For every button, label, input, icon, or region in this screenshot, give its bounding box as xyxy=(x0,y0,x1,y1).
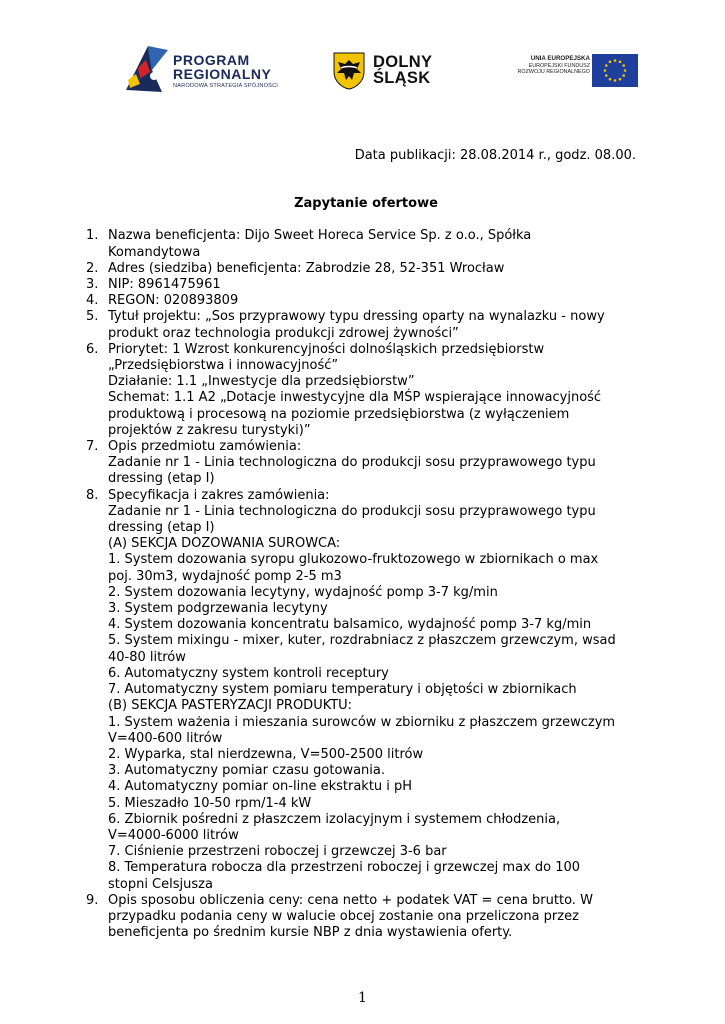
program-regionalny-star-icon xyxy=(118,40,170,98)
list-item-line: NIP: 8961475961 xyxy=(108,277,221,293)
logo-bar xyxy=(0,40,725,100)
list-item-line: 40-80 litrów xyxy=(108,649,186,665)
list-item-number: 4. xyxy=(86,293,99,309)
list-item-line: Zadanie nr 1 - Linia technologiczna do produkcji sosu przyprawowego typu xyxy=(108,503,596,519)
list-item-line: 3. System podgrzewania lecytyny xyxy=(108,601,328,617)
list-item-line: V=400-600 litrów xyxy=(108,730,223,746)
document-title: Zapytanie ofertowe xyxy=(294,196,438,212)
list-item-line: (A) SEKCJA DOZOWANIA SUROWCA: xyxy=(108,536,341,552)
list-item-line: V=4000-6000 litrów xyxy=(108,827,239,843)
list-item-line: Schemat: 1.1 A2 „Dotacje inwestycyjne dla MŚP wspierające innowacyjność xyxy=(108,390,602,406)
program-logo-line-3: NARODOWA STRATEGIA SPÓJNOŚCI xyxy=(173,83,279,89)
list-item-line: REGON: 020893809 xyxy=(108,293,239,309)
list-item-line: Opis przedmiotu zamówienia: xyxy=(108,439,302,455)
list-item-line: dressing (etap I) xyxy=(108,520,215,536)
list-item-line: Specyfikacja i zakres zamówienia: xyxy=(108,487,330,503)
list-item-line: dressing (etap I) xyxy=(108,471,215,487)
document-body xyxy=(86,148,646,941)
program-regionalny-logo xyxy=(118,40,318,100)
eu-logo-line-3: ROZWOJU REGIONALNEGO xyxy=(517,68,590,75)
eu-logo-line-1: UNIA EUROPEJSKA xyxy=(530,55,590,62)
list-item xyxy=(86,277,646,293)
program-logo-line-2: REGIONALNY xyxy=(173,66,272,82)
list-item xyxy=(86,488,646,893)
eagle-shield-icon xyxy=(333,52,365,90)
list-item-line: 4. System dozowania koncentratu balsamico, wydajność pomp 3-7 kg/min xyxy=(108,617,592,633)
list-item-line: 1. System ważenia i mieszania surowców w zbiorniku z płaszczem grzewczym xyxy=(108,714,616,730)
region-logo-line-2: ŚLĄSK xyxy=(373,69,431,87)
list-item xyxy=(86,261,646,277)
list-item xyxy=(86,342,646,439)
list-item-number: 1. xyxy=(86,228,99,244)
list-item-line: 8. Temperatura robocza dla przestrzeni roboczej i grzewczej max do 100 xyxy=(108,860,581,876)
list-item-line: Priorytet: 1 Wzrost konkurencyjności dolnośląskich przedsiębiorstw xyxy=(108,341,545,357)
list-item-line: projektów z zakresu turystyki)” xyxy=(108,422,311,438)
list-item-line: 5. System mixingu - mixer, kuter, rozdrabniacz z płaszczem grzewczym, wsad xyxy=(108,633,616,649)
list-item-line: produkt oraz technologia produkcji zdrowej żywności” xyxy=(108,325,459,341)
list-item-line: Adres (siedziba) beneficjenta: Zabrodzie 28, 52-351 Wrocław xyxy=(108,260,505,276)
list-item-line: 2. Wyparka, stal nierdzewna, V=500-2500 litrów xyxy=(108,746,424,762)
list-item-number: 9. xyxy=(86,892,99,908)
list-item xyxy=(86,293,646,309)
list-item-line: Tytuł projektu: „Sos przyprawowy typu dressing oparty na wynalazku - nowy xyxy=(108,309,605,325)
list-item-line: „Przedsiębiorstwa i innowacyjność” xyxy=(108,358,339,374)
list-item-number: 6. xyxy=(86,341,99,357)
list-item-line: stopni Celsjusza xyxy=(108,876,213,892)
list-item xyxy=(86,228,646,260)
list-item xyxy=(86,309,646,341)
list-item-line: poj. 30m3, wydajność pomp 2-5 m3 xyxy=(108,568,342,584)
list-item-number: 7. xyxy=(86,439,99,455)
list-item-line: (B) SEKCJA PASTERYZACJI PRODUKTU: xyxy=(108,698,353,714)
request-items-list xyxy=(86,228,646,941)
program-logo-line-1: PROGRAM xyxy=(173,52,250,68)
list-item-number: 5. xyxy=(86,309,99,325)
list-item-number: 8. xyxy=(86,487,99,503)
list-item-line: Zadanie nr 1 - Linia technologiczna do produkcji sosu przyprawowego typu xyxy=(108,455,596,471)
list-item-line: produktową i procesową na poziomie przedsiębiorstwa (z wyłączeniem xyxy=(108,406,570,422)
list-item-line: Komandytowa xyxy=(108,244,201,260)
list-item-line: Działanie: 1.1 „Inwestycje dla przedsiębiorstw” xyxy=(108,374,415,390)
page-number: 1 xyxy=(358,990,367,1006)
list-item xyxy=(86,893,646,942)
region-logo-line-1: DOLNY xyxy=(373,53,433,71)
dolny-slask-logo xyxy=(333,52,453,96)
list-item-line: przypadku podania ceny w walucie obcej zostanie ona przeliczona przez xyxy=(108,908,579,924)
list-item-line: 4. Automatyczny pomiar on-line ekstraktu i pH xyxy=(108,779,413,795)
list-item-line: 2. System dozowania lecytyny, wydajność pomp 3-7 kg/min xyxy=(108,584,498,600)
list-item-number: 2. xyxy=(86,260,99,276)
list-item-line: 1. System dozowania syropu glukozowo-fruktozowego w zbiornikach o max xyxy=(108,552,599,568)
publication-date: Data publikacji: 28.08.2014 r., godz. 08.00. xyxy=(354,148,636,163)
list-item-line: Opis sposobu obliczenia ceny: cena netto + podatek VAT = cena brutto. W xyxy=(108,892,593,908)
eu-logo-line-2: EUROPEJSKI FUNDUSZ xyxy=(528,62,590,69)
list-item-line: beneficjenta po średnim kursie NBP z dnia wystawienia oferty. xyxy=(108,925,513,941)
list-item-line: Nazwa beneficjenta: Dijo Sweet Horeca Service Sp. z o.o., Spółka xyxy=(108,228,532,244)
list-item-line: 5. Mieszadło 10-50 rpm/1-4 kW xyxy=(108,795,312,811)
list-item-line: 7. Ciśnienie przestrzeni roboczej i grzewczej 3-6 bar xyxy=(108,844,447,860)
list-item-line: 6. Automatyczny system kontroli receptury xyxy=(108,665,389,681)
list-item-number: 3. xyxy=(86,277,99,293)
eu-flag-icon xyxy=(592,54,638,87)
list-item-line: 6. Zbiornik pośredni z płaszczem izolacyjnym i systemem chłodzenia, xyxy=(108,811,561,827)
list-item-line: 3. Automatyczny pomiar czasu gotowania. xyxy=(108,763,385,779)
list-item-line: 7. Automatyczny system pomiaru temperatury i objętości w zbiornikach xyxy=(108,682,577,698)
eu-fund-logo xyxy=(484,54,644,90)
list-item xyxy=(86,439,646,488)
